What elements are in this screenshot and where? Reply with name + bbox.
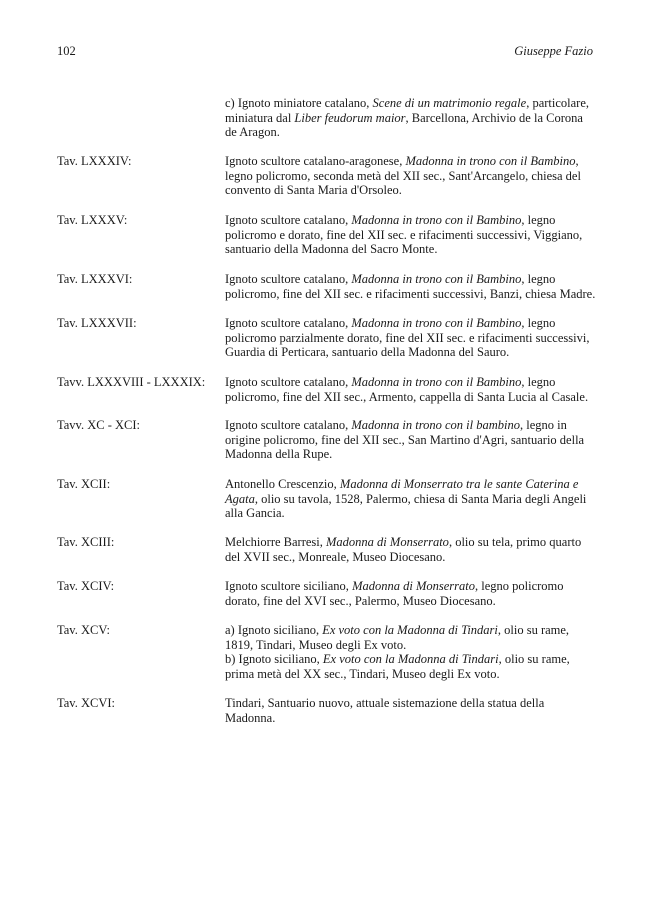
artwork-title: Madonna in trono con il Bambino xyxy=(351,316,522,330)
plate-description xyxy=(225,418,597,462)
plate-label: Tav. LXXXVII: xyxy=(57,316,137,330)
desc-text: Ignoto scultore catalano, xyxy=(225,375,352,389)
plate-description xyxy=(225,154,597,198)
desc-text: , legno policromo, fine del XII sec. e rifacimenti successivi, Banzi, chiesa Madre. xyxy=(225,272,596,301)
desc-text: Ignoto scultore catalano, xyxy=(225,418,352,432)
plate-description xyxy=(225,579,597,608)
desc-text: , legno policromo, seconda metà del XII sec., Sant'Arcangelo, chiesa del convento di Santa Maria d'Orsoleo. xyxy=(225,154,581,198)
desc-text: , Barcellona, Archivio de la Corona de Aragon. xyxy=(225,110,583,140)
artwork-title: Madonna in trono con il Bambino xyxy=(351,213,522,227)
running-head: Giuseppe Fazio xyxy=(514,44,593,58)
plate-description xyxy=(225,213,597,257)
desc-text: , olio su tela, primo quarto del XVII sec., Monreale, Museo Diocesano. xyxy=(225,535,582,564)
source-title: Liber feudorum maior xyxy=(294,110,406,125)
plate-label: Tav. XCVI: xyxy=(57,696,116,710)
desc-text: , legno policromo dorato, fine del XVI sec., Palermo, Museo Diocesano. xyxy=(225,579,564,608)
desc-text: Antonello Crescenzio, xyxy=(225,477,340,491)
plate-description xyxy=(225,535,597,564)
plate-description xyxy=(225,623,597,681)
desc-text: Ignoto scultore catalano, xyxy=(225,213,352,227)
artwork-title: Ex voto con la Madonna di Tindari xyxy=(322,623,498,637)
artwork-title: Madonna in trono con il Bambino xyxy=(351,375,522,389)
artwork-title: Ex voto con la Madonna di Tindari xyxy=(322,652,499,667)
page-number: 102 xyxy=(57,44,76,58)
plate-label: Tav. LXXXVI: xyxy=(57,272,133,286)
desc-text: , legno in origine policromo, fine del XII sec., San Martino d'Agri, santuario della Madonna della Rupe. xyxy=(225,418,585,462)
desc-text: , olio su rame, prima metà del XX sec., Tindari, Museo degli Ex voto. xyxy=(225,652,570,681)
plate-description xyxy=(225,375,597,404)
desc-text: a) Ignoto siciliano, xyxy=(225,623,323,637)
plate-label: Tav. XCV: xyxy=(57,623,110,637)
plate-description xyxy=(225,477,597,521)
desc-text: Tindari, Santuario nuovo, attuale sistemazione della statua della Madonna. xyxy=(225,696,545,725)
plate-description xyxy=(225,96,597,140)
plate-label: Tav. LXXXIV: xyxy=(57,154,132,168)
plate-description xyxy=(225,272,597,301)
desc-text: Ignoto scultore catalano, xyxy=(225,272,352,286)
artwork-title: Scene di un matrimonio regale xyxy=(372,96,527,110)
plate-label: Tav. XCIII: xyxy=(57,535,115,549)
desc-text: , olio su rame, 1819, Tindari, Museo degli Ex voto. xyxy=(225,623,570,652)
plate-description xyxy=(225,696,597,725)
plate-label: Tav. XCIV: xyxy=(57,579,115,593)
desc-text: Ignoto scultore siciliano, xyxy=(225,579,353,593)
desc-text: , legno policromo, fine del XII sec., Armento, cappella di Santa Lucia al Casale. xyxy=(225,375,589,404)
artwork-title: Madonna di Monserrato tra le sante Caterina e Agata xyxy=(225,477,579,506)
desc-text: , legno policromo parzialmente dorato, fine del XII sec. e rifacimenti successivi, Guardia di Perticara, santuario della Madonna del Sauro. xyxy=(225,316,590,360)
plate-label: Tav. XCII: xyxy=(57,477,111,491)
desc-text: b) Ignoto siciliano, xyxy=(225,652,323,667)
desc-text: , particolare, miniatura dal xyxy=(225,96,590,125)
desc-text: Ignoto scultore catalano, xyxy=(225,316,352,330)
artwork-title: Madonna in trono con il Bambino xyxy=(351,272,522,286)
plate-label: Tavv. XC - XCI: xyxy=(57,418,141,432)
artwork-title: Madonna in trono con il Bambino xyxy=(405,154,576,168)
desc-text: c) Ignoto miniatore catalano, xyxy=(225,96,373,110)
artwork-title: Madonna in trono con il bambino xyxy=(351,418,520,432)
plate-label: Tav. LXXXV: xyxy=(57,213,128,227)
artwork-title: Madonna di Monserrato xyxy=(352,579,475,593)
desc-text: Ignoto scultore catalano-aragonese, xyxy=(225,154,406,168)
plate-description xyxy=(225,316,597,360)
desc-text: , legno policromo e dorato, fine del XII sec. e rifacimenti successivi, Viggiano, santuario della Madonna del Sacro Monte. xyxy=(225,213,583,257)
desc-text: , olio su tavola, 1528, Palermo, chiesa di Santa Maria degli Angeli alla Gancia. xyxy=(225,491,587,521)
artwork-title: Madonna di Monserrato xyxy=(326,535,449,549)
plate-label: Tavv. LXXXVIII - LXXXIX: xyxy=(57,375,206,389)
desc-text: Melchiorre Barresi, xyxy=(225,535,327,549)
